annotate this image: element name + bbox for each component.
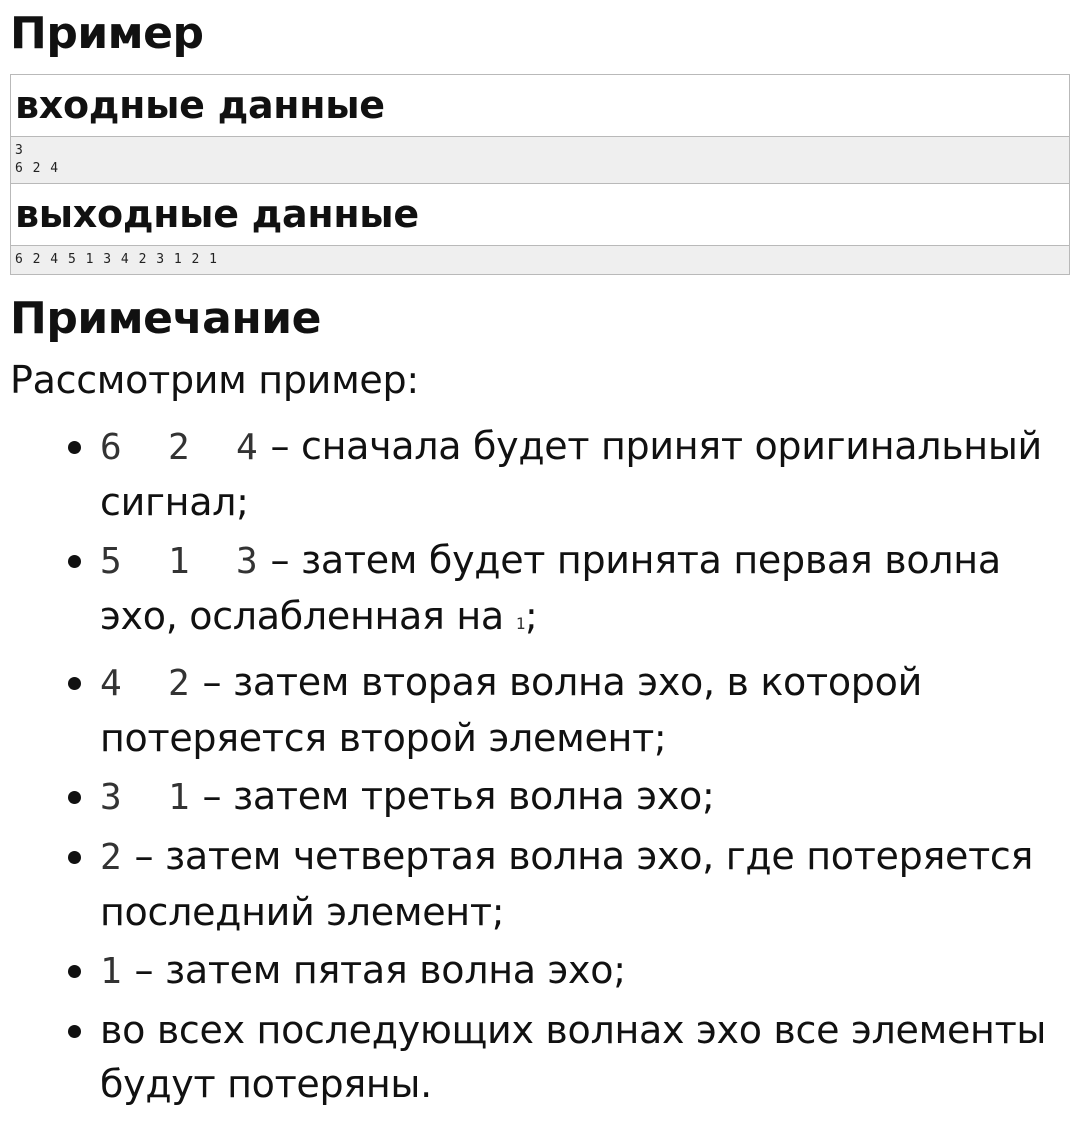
item-text: – затем третья волна эхо; xyxy=(190,774,715,818)
item-text: – сначала будет принят оригинальный сигнал; xyxy=(100,424,1042,524)
bullet-icon xyxy=(68,851,81,864)
bullet-icon xyxy=(68,791,81,804)
note-title: Примечание xyxy=(10,293,321,344)
item-text: – затем четвертая волна эхо, где потеряется последний элемент; xyxy=(100,834,1034,934)
list-item xyxy=(10,769,1050,825)
bullet-icon xyxy=(68,1025,81,1038)
output-data[interactable]: 6 2 4 5 1 3 4 2 3 1 2 1 xyxy=(11,246,1069,274)
bullet-icon xyxy=(68,555,81,568)
example-title: Пример xyxy=(10,8,204,59)
item-text: во всех последующих волнах эхо все элементы будут потеряны. xyxy=(100,1008,1047,1106)
list-item xyxy=(10,533,1050,651)
list-item xyxy=(10,655,1050,765)
bullet-icon xyxy=(68,965,81,978)
item-code: 4 2 xyxy=(100,663,191,704)
output-block xyxy=(11,183,1069,274)
bullet-icon xyxy=(68,677,81,690)
item-text: – затем пятая волна эхо; xyxy=(122,948,626,992)
problem-statement xyxy=(10,0,1070,1115)
list-item xyxy=(10,829,1050,939)
item-code: 3 1 xyxy=(100,777,191,818)
list-item xyxy=(10,943,1050,999)
item-tail: ; xyxy=(525,594,538,638)
sample-test xyxy=(10,74,1070,275)
item-subscript: 1 xyxy=(515,614,526,633)
output-title: выходные данные xyxy=(11,184,1069,246)
input-title: входные данные xyxy=(11,75,1069,137)
list-item xyxy=(10,419,1050,529)
item-code: 5 1 3 xyxy=(100,541,259,582)
item-code: 6 2 4 xyxy=(100,427,259,468)
item-text: – затем вторая волна эхо, в которой потеряется второй элемент; xyxy=(100,660,922,760)
input-data[interactable]: 3 6 2 4 xyxy=(11,137,1069,183)
list-item xyxy=(10,1003,1050,1111)
note-list xyxy=(10,419,1070,1111)
item-code: 1 xyxy=(100,951,123,992)
item-code: 2 xyxy=(100,837,123,878)
item-text: – затем будет принята первая волна эхо, ослабленная на xyxy=(100,538,1001,638)
input-block xyxy=(11,75,1069,183)
bullet-icon xyxy=(68,441,81,454)
note-intro: Рассмотрим пример: xyxy=(10,358,419,402)
